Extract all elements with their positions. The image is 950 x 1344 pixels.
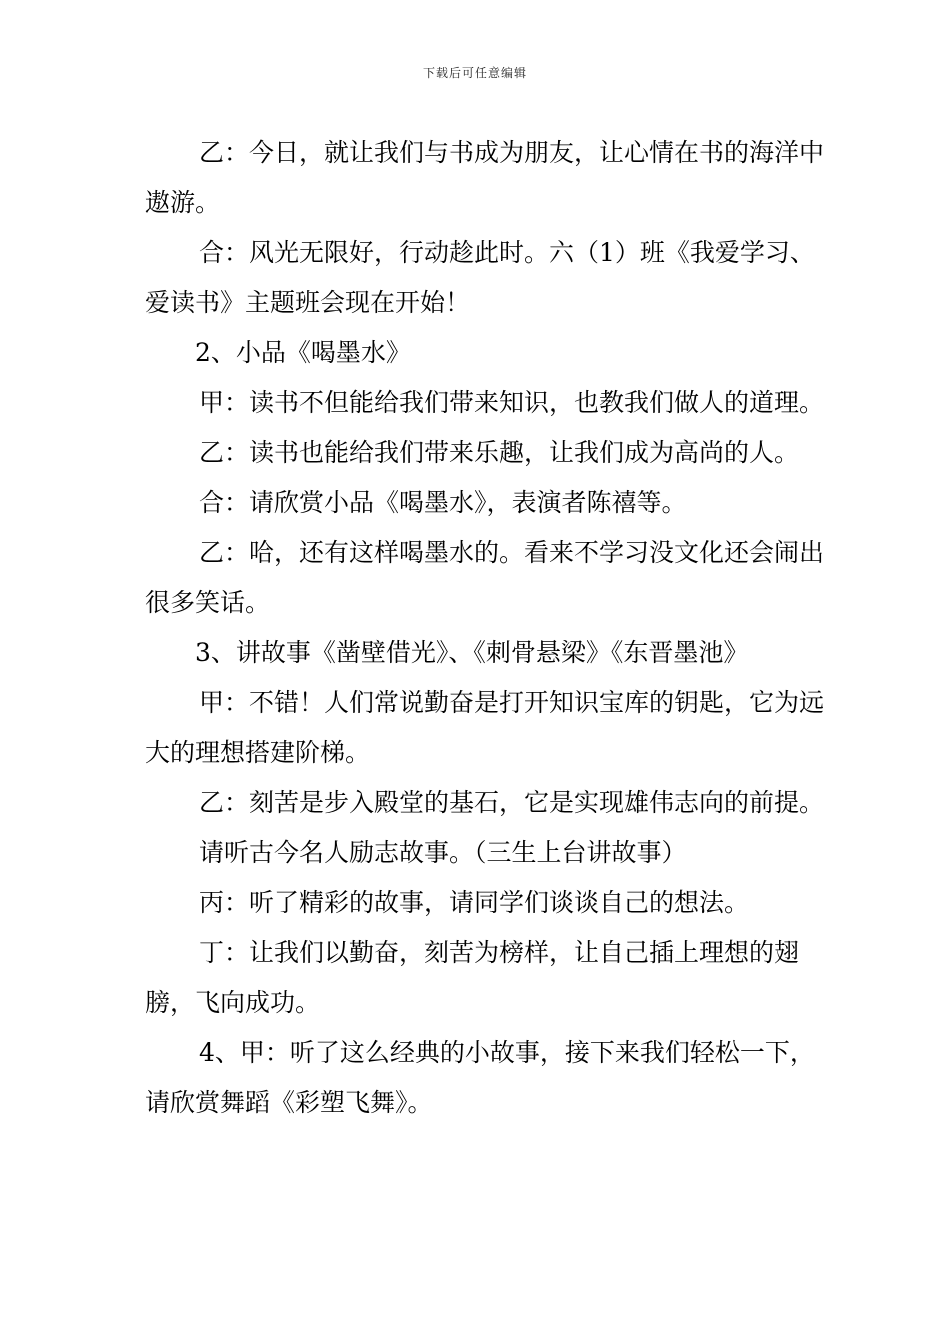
paragraph: 合：风光无限好，行动趁此时。六（1）班《我爱学习、爱读书》主题班会现在开始！ <box>145 238 815 317</box>
paragraph: 乙：读书也能给我们带来乐趣，让我们成为高尚的人。 <box>199 438 800 467</box>
paragraph: 甲：不错！人们常说勤奋是打开知识宝库的钥匙，它为远大的理想搭建阶梯。 <box>145 688 825 767</box>
section-heading: 2、小品《喝墨水》 <box>195 338 411 367</box>
paragraph: 丁：让我们以勤奋，刻苦为榜样，让自己插上理想的翅膀，飞向成功。 <box>145 938 800 1017</box>
paragraph: 乙：刻苦是步入殿堂的基石，它是实现雄伟志向的前提。 <box>199 788 825 817</box>
section-heading: 3、讲故事《凿壁借光》、《刺骨悬梁》《东晋墨池》 <box>195 638 749 667</box>
paragraph: 4、甲：听了这么经典的小故事，接下来我们轻松一下，请欣赏舞蹈《彩塑飞舞》。 <box>145 1038 815 1117</box>
paragraph: 请听古今名人励志故事。（三生上台讲故事） <box>199 838 687 867</box>
document-body <box>145 128 825 1128</box>
paragraph: 合：请欣赏小品《喝墨水》，表演者陈禧等。 <box>199 488 687 517</box>
paragraph: 乙：哈，还有这样喝墨水的。看来不学习没文化还会闹出很多笑话。 <box>145 538 825 617</box>
paragraph: 丙：听了精彩的故事，请同学们谈谈自己的想法。 <box>199 888 750 917</box>
paragraph: 甲：读书不但能给我们带来知识，也教我们做人的道理。 <box>199 388 825 417</box>
paragraph: 乙：今日，就让我们与书成为朋友，让心情在书的海洋中遨游。 <box>145 138 825 217</box>
page-header: 下载后可任意编辑 <box>422 66 527 80</box>
